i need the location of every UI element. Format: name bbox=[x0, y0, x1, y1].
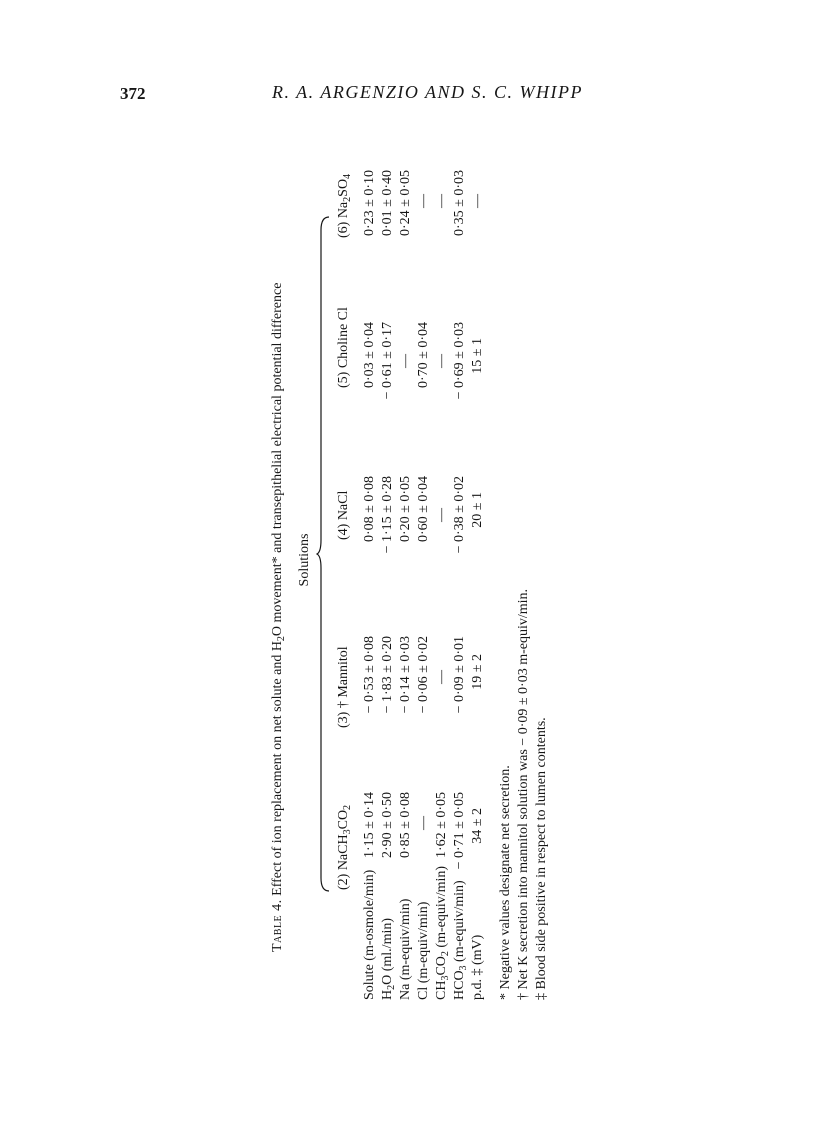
table-cell: 15 ± 1 bbox=[470, 338, 485, 374]
table-cell: − 0·38 ± 0·02 bbox=[452, 476, 467, 554]
table-cell: − 0·69 ± 0·03 bbox=[452, 322, 467, 400]
table-cell: — bbox=[434, 354, 449, 368]
column-header-nacl: (4) NaCl bbox=[336, 490, 351, 540]
table-cell: 34 ± 2 bbox=[470, 808, 485, 844]
table-cell: − 0·06 ± 0·02 bbox=[416, 636, 431, 714]
table-cell: — bbox=[416, 194, 431, 208]
table-cell: 0·20 ± 0·05 bbox=[398, 476, 413, 543]
row-label-ch3co2: $CH_3CO_2$ (m-equiv/min) bbox=[434, 865, 451, 1000]
solutions-group-header: Solutions bbox=[297, 533, 312, 587]
column-header-choline-cl: (5) Choline Cl bbox=[336, 307, 351, 388]
table-cell: — bbox=[470, 194, 485, 208]
column-header-na2so4: (6) $Na_2SO_4$ bbox=[336, 173, 353, 238]
row-label-hco3: $HCO_3$ (m-equiv/min) bbox=[452, 880, 469, 1000]
table-cell: 0·60 ± 0·04 bbox=[416, 476, 431, 543]
column-header-mannitol: (3) † Mannitol bbox=[336, 646, 351, 728]
table-cell: — bbox=[434, 670, 449, 684]
row-label-h2o: $H_2O$ (ml./min) bbox=[380, 917, 397, 1000]
table-cell: − 0·14 ± 0·03 bbox=[398, 636, 413, 714]
row-label-solute: Solute (m-osmole/min) bbox=[362, 869, 377, 1000]
table-cell: − 0·61 ± 0·17 bbox=[380, 322, 395, 400]
footnote-net-k-secretion: † Net K secretion into mannitol solution was − 0·09 ± 0·03 m-equiv/min. bbox=[516, 588, 531, 1000]
table-cell: — bbox=[434, 194, 449, 208]
table-cell: 1·15 ± 0·14 bbox=[362, 792, 377, 859]
table-cell: 19 ± 2 bbox=[470, 654, 485, 690]
table-cell: 0·08 ± 0·08 bbox=[362, 476, 377, 543]
solutions-brace bbox=[316, 216, 330, 892]
table-caption-label: Table 4. bbox=[270, 899, 285, 952]
footnote-negative-values: * Negative values designate net secretion. bbox=[498, 765, 513, 1000]
table-cell: − 0·71 ± 0·05 bbox=[452, 792, 467, 870]
running-head: R. A. ARGENZIO AND S. C. WHIPP bbox=[272, 82, 583, 102]
table-caption bbox=[270, 283, 286, 952]
table-cell: 0·35 ± 0·03 bbox=[452, 170, 467, 237]
table-caption-text-2: O movement* and transepithelial electrical potential difference bbox=[270, 282, 285, 637]
table-cell: − 0·09 ± 0·01 bbox=[452, 636, 467, 714]
table-cell: − 1·83 ± 0·20 bbox=[380, 636, 395, 714]
table-cell: 2·90 ± 0·50 bbox=[380, 792, 395, 859]
table-cell: 0·03 ± 0·04 bbox=[362, 322, 377, 389]
table-cell: 20 ± 1 bbox=[470, 492, 485, 528]
table-cell: 1·62 ± 0·05 bbox=[434, 792, 449, 859]
row-label-cl: Cl (m-equiv/min) bbox=[416, 901, 431, 1000]
table-caption-sub: 2 bbox=[276, 636, 287, 642]
table-cell: − 0·53 ± 0·08 bbox=[362, 636, 377, 714]
table-cell: — bbox=[434, 508, 449, 522]
table-caption-text-1: Effect of ion replacement on net solute and H bbox=[270, 641, 285, 896]
table-cell: — bbox=[398, 354, 413, 368]
page-number: 372 bbox=[120, 84, 146, 103]
table-cell: 0·85 ± 0·08 bbox=[398, 792, 413, 859]
table-cell: 0·23 ± 0·10 bbox=[362, 170, 377, 237]
table-cell: — bbox=[416, 816, 431, 830]
table-cell: − 1·15 ± 0·28 bbox=[380, 476, 395, 554]
footnote-blood-side: ‡ Blood side positive in respect to lumen contents. bbox=[534, 717, 549, 1000]
row-label-pd: p.d. ‡ (mV) bbox=[470, 934, 485, 1000]
table-block bbox=[270, 120, 770, 1000]
column-header-nach3co2: (2) $NaCH_3CO_2$ bbox=[336, 804, 353, 890]
table-cell: 0·01 ± 0·40 bbox=[380, 170, 395, 237]
table-cell: 0·24 ± 0·05 bbox=[398, 170, 413, 237]
row-label-na: Na (m-equiv/min) bbox=[398, 898, 413, 1000]
table-cell: 0·70 ± 0·04 bbox=[416, 322, 431, 389]
